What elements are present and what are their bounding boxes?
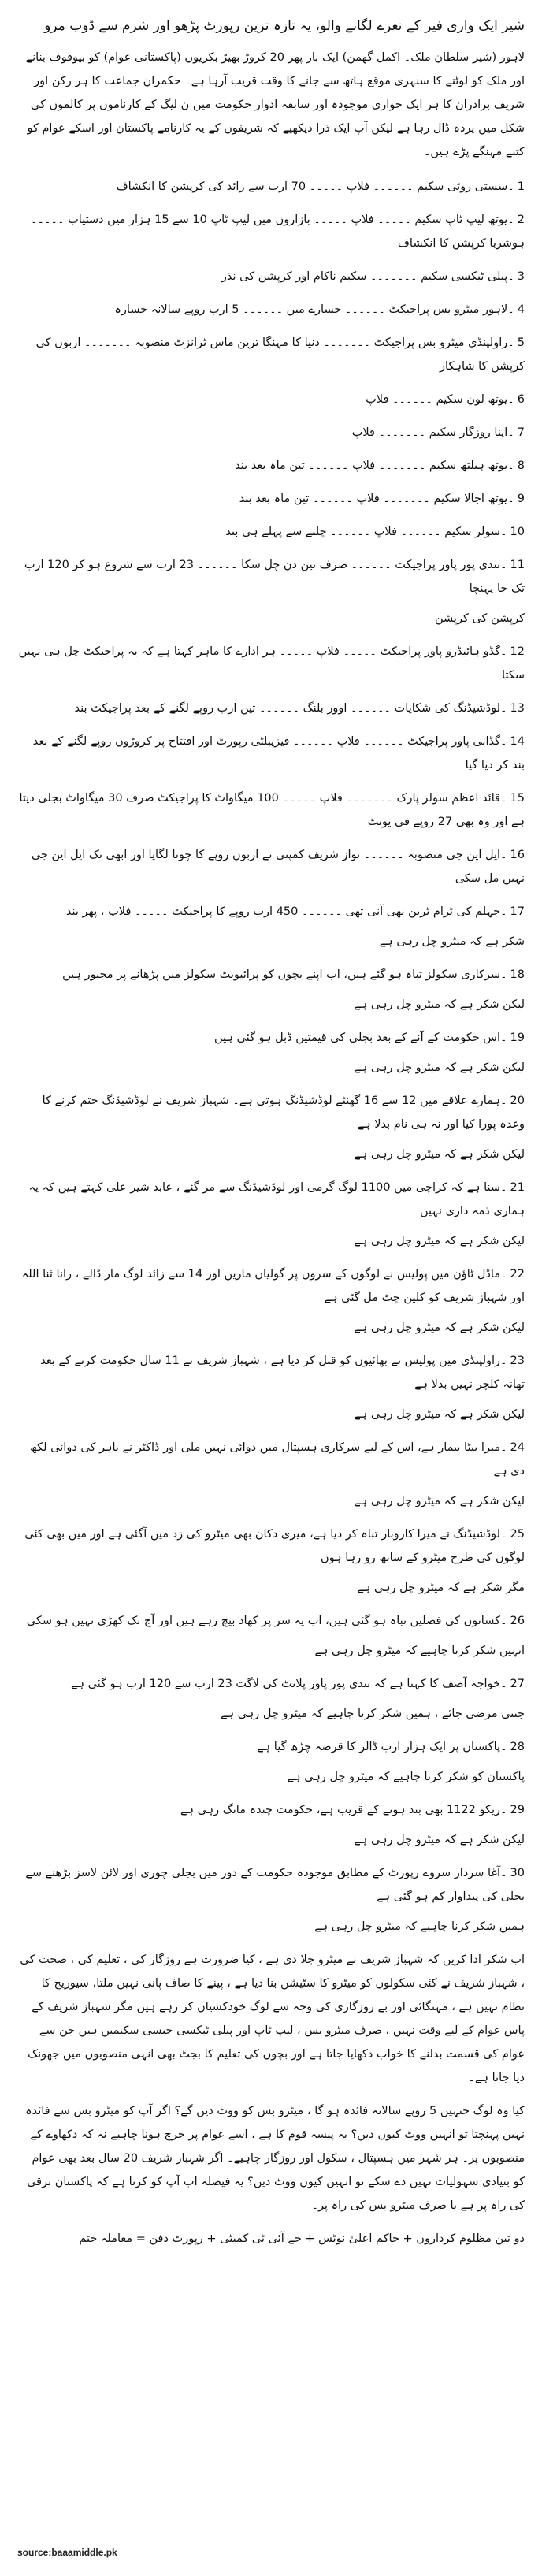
list-item (17, 786, 525, 834)
list-item-number: 15 (510, 792, 525, 805)
list-item-text: ۔راولپنڈی میں پولیس نے بھائیوں کو قتل کر دیا ہے ، شہباز شریف نے 11 سال حکومت کرنے کے بعد تھانہ کلچر نہیں بدلا ہے (40, 1355, 525, 1391)
list-item (17, 298, 525, 322)
list-item (17, 265, 525, 288)
list-item-text: ۔خواجہ آصف کا کہنا ہے کہ نندی پور پاور پلانٹ کی لاگت 23 ارب سے 120 ارب ہو گئی ہے (71, 1678, 507, 1690)
list-item-comment: شکر ہے کہ میٹرو چل رہی ہے (379, 935, 525, 948)
list-item-comment: لیکن شکر ہے کہ میٹرو چل رہی ہے (354, 1321, 525, 1334)
list-item (17, 640, 525, 687)
list-item-text: ۔سنا ہے کہ کراچی میں 1100 لوگ گرمی اور لوڈشیڈنگ سے مر گئے ، عابد شیر علی کہتے ہیں کہ یہ ہماری ذمہ داری نہیں (28, 1181, 525, 1217)
list-item-number: 5 (517, 336, 525, 349)
list-item-text: ۔سستی روٹی سکیم ۔۔۔۔۔۔ فلاپ ۔۔۔۔۔ 70 ارب سے زائد کی کرپشن کا انکشاف (116, 180, 514, 193)
list-item-text: ۔ہمارے علاقے میں 12 سے 16 گھنٹے لوڈشیڈنگ ہوتی ہے۔ شہباز شریف نے لوڈشیڈنگ ختم کرنے کا وعدہ پورا کیا اور نہ ہی نام بدلا ہے (42, 1095, 525, 1131)
list-item-text: ۔کسانوں کی فصلیں تباہ ہو گئی ہیں، اب یہ سر پر کھاد بیچ رہے ہیں اور آج تک کھڑی نہیں ہو سکی (26, 1615, 507, 1627)
list-item-comment: ہمیں شکر کرنا چاہیے کہ میٹرو چل رہی ہے (314, 1920, 525, 1933)
list-item-number: 30 (510, 1867, 525, 1879)
list-item (17, 520, 525, 544)
list-item (17, 1026, 525, 1080)
list-item-number: 1 (517, 180, 525, 193)
list-item-text: ۔یوتھ لون سکیم ۔۔۔۔۔۔ فلاپ (366, 393, 514, 406)
list-item-comment: جتنی مرضی جائے ، ہمیں شکر کرنا چاہیے کہ میٹرو چل رہی ہے (221, 1708, 525, 1720)
list-item (17, 730, 525, 777)
list-item-number: 7 (517, 426, 525, 439)
list-item-number: 11 (510, 559, 525, 571)
list-item-text: ۔سولر سکیم ۔۔۔۔۔۔ فلاپ ۔۔۔۔۔۔ چلنے سے پہلے ہی بند (225, 526, 507, 538)
article-final-line: دو تین مظلوم کرداروں + حاکم اعلیٰ نوٹس + جے آئی ٹی کمیٹی + رپورٹ دفن = معاملہ ختم (79, 2232, 525, 2245)
list-item-comment: پاکستان کو شکر کرنا چاہیے کہ میٹرو چل رہی ہے (287, 1771, 525, 1783)
list-item (17, 1861, 525, 1939)
list-item (17, 1735, 525, 1789)
list-item-text: ۔لوڈشیڈنگ کی شکایات ۔۔۔۔۔۔ اوور بلنگ ۔۔۔۔۔۔ تین ارب روپے لگنے کے بعد پراجیکٹ بند (74, 702, 507, 715)
list-item-number: 26 (510, 1615, 525, 1627)
list-item-number: 21 (510, 1181, 525, 1194)
list-item (17, 1349, 525, 1426)
list-item-number: 22 (510, 1268, 525, 1281)
list-item-text: ۔لاہور میٹرو بس پراجیکٹ ۔۔۔۔۔۔ خسارے میں ۔۔۔۔۔۔ 5 ارب روپے سالانہ خسارہ (114, 303, 514, 316)
list-item-text: ۔اس حکومت کے آنے کے بعد بجلی کی قیمتیں ڈبل ہو گئی ہیں (214, 1032, 507, 1044)
list-item-text: ۔گڈانی پاور پراجیکٹ ۔۔۔۔۔۔ فلاپ ۔۔۔۔۔۔ فیزیبلٹی رپورٹ اور افتتاح پر کروڑوں روپے لگنے کے بعد بند کر دیا گیا (32, 735, 525, 771)
list-item-number: 23 (510, 1355, 525, 1367)
list-item-comment: لیکن شکر ہے کہ میٹرو چل رہی ہے (354, 1834, 525, 1846)
list-item-number: 12 (510, 645, 525, 658)
list-item-number: 4 (517, 303, 525, 316)
list-item (17, 1436, 525, 1513)
list-item-number: 25 (510, 1528, 525, 1541)
list-item-number: 29 (510, 1804, 525, 1816)
list-item-text: ۔ماڈل ٹاؤن میں پولیس نے لوگوں کے سروں پر گولیاں ماریں اور 14 سے زائد لوگ مار ڈالے ، رانا ثنا اللہ اور شہباز شریف کو کلین چٹ مل گئی ہے (21, 1268, 525, 1304)
list-item (17, 697, 525, 720)
list-item-text: ۔ریکو 1122 بھی بند ہونے کے قریب ہے، حکومت چندہ مانگ رہی ہے (180, 1804, 507, 1816)
list-item-comment: لیکن شکر ہے کہ میٹرو چل رہی ہے (354, 1408, 525, 1421)
list-item-text: ۔قائد اعظم سولر پارک ۔۔۔۔۔۔۔ فلاپ ۔۔۔۔۔ 100 میگاواٹ کا پراجیکٹ صرف 30 میگاواٹ بجلی دیتا ہے اور وہ بھی 27 روپے فی یونٹ (19, 792, 525, 828)
list-item (17, 454, 525, 478)
source-credit: source:baaamiddle.pk (17, 2547, 117, 2558)
list-item (17, 900, 525, 953)
list-item-comment: لیکن شکر ہے کہ میٹرو چل رہی ہے (354, 1495, 525, 1507)
list-item (17, 1672, 525, 1726)
article-intro: لاہور (شیر سلطان ملک۔ اکمل گھمن) ایک بار پھر 20 کروڑ بھیڑ بکریوں (پاکستانی عوام) کو بیوقوف بنانے اور ملک کو لوٹنے کا سنہری موقع ہاتھ سے جانے کا وقت قریب آرہا ہے۔ حکمران جماعت کا ہر رکن اور شریف برادران کا ہر ایک حواری موجودہ اور سابقہ ادوار حکومت میں ن لیگ کے کارناموں پر کالموں کی شکل میں پردہ ڈال رہا ہے لیکن آپ ایک ذرا دیکھیے کہ شریفوں کے یہ کارنامے پاکستان اور اسکے عوام کو کتنے مہنگے پڑے ہیں۔ (25, 51, 525, 158)
list-item-number: 19 (510, 1032, 525, 1044)
list-item (17, 1176, 525, 1253)
list-item (17, 487, 525, 511)
list-item-text: ۔گڈو ہائیڈرو پاور پراجیکٹ ۔۔۔۔۔ فلاپ ۔۔۔۔۔ ہر ادارے کا ماہر کہتا ہے کہ یہ پراجیکٹ چل ہی نہیں سکتا (18, 645, 525, 682)
list-item-text: ۔پیلی ٹیکسی سکیم ۔۔۔۔۔۔۔ سکیم ناکام اور کرپشن کی نذر (221, 270, 514, 283)
list-item (17, 175, 525, 199)
list-item-number: 3 (517, 270, 525, 283)
list-item-text: ۔پاکستان پر ایک ہزار ارب ڈالر کا قرضہ چڑھ گیا ہے (257, 1741, 507, 1753)
list-item (17, 421, 525, 444)
list-item-number: 17 (510, 905, 525, 918)
list-item-comment: لیکن شکر ہے کہ میٹرو چل رہی ہے (354, 1235, 525, 1247)
article-outro-2: کیا وہ لوگ جنہیں 5 روپے سالانہ فائدہ ہو گا ، میٹرو بس کو ووٹ دیں گے؟ اگر آپ کو میٹرو بس سے فائدہ نہیں پہنچتا تو انہیں ووٹ کیوں دیں؟ یہ پیسہ قوم کا ہے ، اسے عوام پر خرچ ہونا چاہیے نہ کہ دکھاوے کے منصوبوں پر۔ ہر شہر میں ہسپتال ، سکول اور روزگار چاہیے۔ اگر شہباز شریف 20 سال بعد بھی عوام کو بنیادی سہولیات نہیں دے سکے تو انہیں کیوں ووٹ دیں؟ یہ فیصلہ اب آپ کو کرنا ہے کہ پاکستان ترقی کی راہ پر ہے یا صرف میٹرو بس کی راہ پر۔ (25, 2105, 525, 2212)
list-item-number: 24 (510, 1441, 525, 1454)
list-item (17, 1089, 525, 1166)
list-item-text: ۔راولپنڈی میٹرو بس پراجیکٹ ۔۔۔۔۔۔۔ دنیا کا مہنگا ترین ماس ٹرانزٹ منصوبہ ۔۔۔۔۔۔۔ اربوں کی کرپشن کا شاہکار (35, 336, 525, 373)
list-item-comment: مگر شکر ہے کہ میٹرو چل رہی ہے (357, 1582, 525, 1594)
list-item (17, 208, 525, 255)
list-item-number: 20 (510, 1095, 525, 1107)
article-title: شیر ایک واری فیر کے نعرے لگانے والو، یہ تازہ ترین رپورٹ پڑھو اور شرم سے ڈوب مرو (44, 18, 525, 34)
list-item (17, 1522, 525, 1600)
list-item-text: ۔نندی پور پاور پراجیکٹ ۔۔۔۔۔۔ صرف تین دن چل سکا ۔۔۔۔۔۔ 23 ارب سے شروع ہو کر 120 ارب تک جا پہنچا (24, 559, 525, 595)
list-item-text: ۔میرا بیٹا بیمار ہے، اس کے لیے سرکاری ہسپتال میں دوائی نہیں ملی اور ڈاکٹر نے باہر کی دوائی لکھ دی ہے (29, 1441, 525, 1478)
list-item-number: 10 (510, 526, 525, 538)
list-item-comment: لیکن شکر ہے کہ میٹرو چل رہی ہے (354, 1148, 525, 1161)
list-item (17, 1609, 525, 1663)
failure-list (17, 175, 525, 1939)
list-item (17, 331, 525, 378)
list-item-text: ۔یوتھ لیپ ٹاپ سکیم ۔۔۔۔۔ فلاپ ۔۔۔۔۔ بازاروں میں لیپ ٹاپ 10 سے 15 ہزار میں دستیاب ۔۔۔۔۔ ہوشربا کرپشن کا انکشاف (31, 214, 525, 250)
article-outro: اب شکر ادا کریں کہ شہباز شریف نے میٹرو چلا دی ہے ، کیا ضرورت ہے روزگار کی ، تعلیم کی ، صحت کی ، شہباز شریف نے کئی سکولوں کو میٹرو کا سٹیشن بنا دیا ہے ، پینے کا صاف پانی نہیں ملتا، سیوریج کا نظام نہیں ہے ، مہنگائی اور بے روزگاری کی وجہ سے لوگ خودکشیاں کر رہے ہیں مگر شہباز شریف کے پاس عوام کے لیے وقت نہیں ، صرف میٹرو بس ، لیپ ٹاپ اور پیلی ٹیکسی جیسی سکیمیں ہیں جن سے عوام کی قسمت بدلنے کا خواب دکھایا جاتا ہے اور بچوں کی تعلیم کا بجٹ بھی انہی منصوبوں میں جھونک دیا جاتا ہے۔ (20, 1953, 525, 2084)
list-item (17, 1262, 525, 1340)
list-item-comment: لیکن شکر ہے کہ میٹرو چل رہی ہے (354, 998, 525, 1011)
list-item-comment: لیکن شکر ہے کہ میٹرو چل رہی ہے (354, 1061, 525, 1074)
list-item-comment: انہیں شکر کرنا چاہیے کہ میٹرو چل رہی ہے (314, 1645, 525, 1657)
list-item (17, 1798, 525, 1852)
list-item-number: 27 (510, 1678, 525, 1690)
list-item (17, 553, 525, 630)
list-item-text: ۔آغا سردار سروے رپورٹ کے مطابق موجودہ حکومت کے دور میں بجلی چوری اور لائن لاسز بڑھنے سے بجلی کی پیداوار کم ہو گئی ہے (25, 1867, 525, 1903)
list-item-number: 16 (510, 849, 525, 861)
list-item-number: 8 (517, 459, 525, 472)
list-item-text: ۔یوتھ اجالا سکیم ۔۔۔۔۔۔۔ فلاپ ۔۔۔۔۔۔ تین ماہ بعد بند (239, 493, 514, 505)
list-item (17, 388, 525, 411)
list-item-number: 2 (517, 214, 525, 226)
list-item-text: ۔لوڈشیڈنگ نے میرا کاروبار تباہ کر دیا ہے، میری دکان بھی میٹرو کی زد میں آگئی ہے اور میں بھی کئی لوگوں کی طرح میٹرو کے ساتھ رو رہا ہوں (24, 1528, 525, 1564)
list-item-number: 13 (510, 702, 525, 715)
list-item-comment: کرپشن کی کرپشن (434, 612, 525, 625)
list-item-number: 18 (510, 968, 525, 981)
list-item-text: ۔سرکاری سکولز تباہ ہو گئے ہیں، اب اپنے بچوں کو پرائیویٹ سکولز میں پڑھانے پر مجبور ہیں (62, 968, 507, 981)
list-item-text: ۔یوتھ ہیلتھ سکیم ۔۔۔۔۔۔۔ فلاپ ۔۔۔۔۔۔ تین ماہ بعد بند (235, 459, 514, 472)
list-item-number: 28 (510, 1741, 525, 1753)
list-item-number: 9 (517, 493, 525, 505)
list-item-text: ۔جہلم کی ٹرام ٹرین بھی آنی تھی ۔۔۔۔۔۔ 450 ارب روپے کا پراجیکٹ ۔۔۔۔۔ فلاپ ، پھر بند (65, 905, 507, 918)
list-item-number: 14 (510, 735, 525, 748)
list-item-number: 6 (517, 393, 525, 406)
list-item (17, 963, 525, 1017)
list-item-text: ۔ایل این جی منصوبہ ۔۔۔۔۔۔ نواز شریف کمپنی نے اربوں روپے کا چونا لگایا اور ابھی تک ایل این جی نہیں مل سکی (31, 849, 525, 885)
list-item (17, 843, 525, 890)
list-item-text: ۔اپنا روزگار سکیم ۔۔۔۔۔۔۔ فلاپ (351, 426, 514, 439)
